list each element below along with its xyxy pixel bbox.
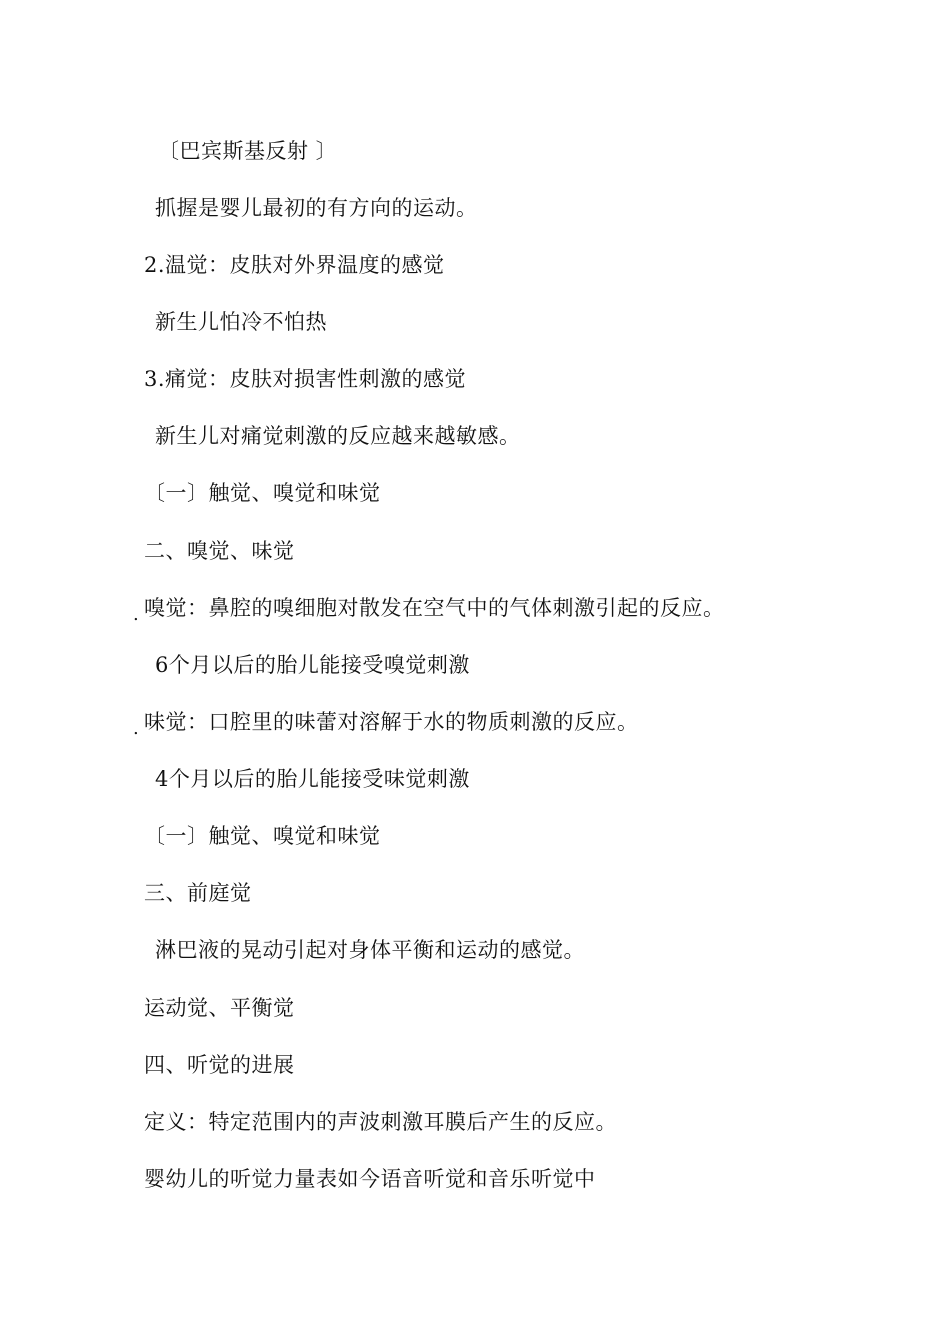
text-line-taste-definition: 味觉：口腔里的味蕾对溶解于水的物质刺激的反应。: [144, 710, 639, 734]
text-line-temperature-heading: 2.温觉：皮肤对外界温度的感觉: [144, 253, 445, 277]
text-line-hearing-definition: 定义：特定范围内的声波刺激耳膜后产生的反应。: [144, 1110, 617, 1134]
text-line-vestibular-heading: 三、前庭觉: [144, 881, 252, 905]
text-line-section-touch-2: 〔一〕触觉、嗅觉和味觉: [144, 824, 381, 848]
text-line-taste-fetus: 4个月以后的胎儿能接受味觉刺激: [155, 767, 470, 791]
text-line-smell-definition: 嗅觉：鼻腔的嗅细胞对散发在空气中的气体刺激引起的反应。: [144, 596, 725, 620]
text-line-hearing-infant: 婴幼儿的听觉力量表如今语音听觉和音乐听觉中: [144, 1167, 596, 1191]
text-line-babinski: 〔巴宾斯基反射 〕: [158, 139, 338, 163]
text-line-vestibular-definition: 淋巴液的晃动引起对身体平衡和运动的感觉。: [155, 938, 585, 962]
text-line-pain-note: 新生儿对痛觉刺激的反应越来越敏感。: [155, 424, 521, 448]
text-line-motion-balance: 运动觉、平衡觉: [144, 996, 295, 1020]
text-line-hearing-heading: 四、听觉的进展: [144, 1053, 295, 1077]
text-line-temperature-note: 新生儿怕冷不怕热: [155, 310, 327, 334]
text-line-pain-heading: 3.痛觉：皮肤对损害性刺激的感觉: [144, 367, 467, 391]
text-line-section-touch-1: 〔一〕触觉、嗅觉和味觉: [144, 481, 381, 505]
text-line-grasping: 抓握是婴儿最初的有方向的运动。: [155, 196, 478, 220]
text-line-smell-taste-heading: 二、嗅觉、味觉: [144, 539, 295, 563]
bullet-marker-smell: .: [133, 604, 139, 625]
text-line-smell-fetus: 6个月以后的胎儿能接受嗅觉刺激: [155, 653, 470, 677]
bullet-marker-taste: .: [133, 718, 139, 739]
